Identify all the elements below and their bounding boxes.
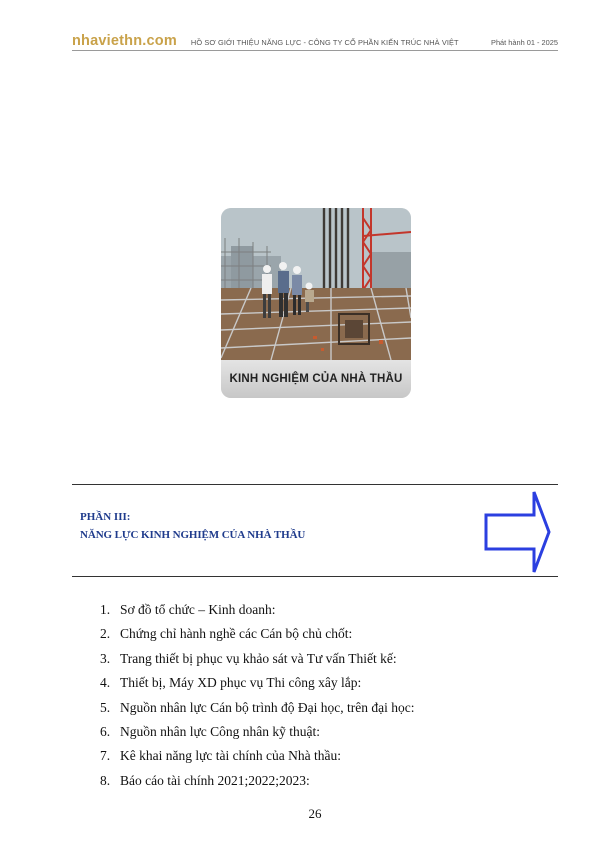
photo-caption: KINH NGHIỆM CỦA NHÀ THẦU (221, 360, 411, 398)
contents-list (100, 598, 415, 793)
list-item: 3. Trang thiết bị phục vụ khảo sát và Tư vấn Thiết kế: (100, 650, 397, 666)
list-item: 2. Chứng chỉ hành nghề các Cán bộ chủ chốt: (100, 626, 353, 642)
list-item: 6. Nguồn nhân lực Công nhân kỹ thuật: (100, 724, 321, 740)
part-label: PHẦN III: (80, 511, 131, 523)
section-bottom-rule (72, 576, 558, 577)
page-number: 26 (308, 806, 322, 821)
section-heading-box (72, 484, 558, 578)
list-item: 8. Báo cáo tài chính 2021;2022;2023: (100, 772, 310, 788)
list-item: 4. Thiết bị, Máy XD phục vụ Thi công xây lắp: (100, 675, 362, 691)
brand-logo[interactable]: nhaviethn.com (72, 32, 177, 49)
part-title: NĂNG LỰC KINH NGHIỆM CỦA NHÀ THẦU (80, 529, 306, 541)
construction-photo-card (221, 208, 411, 398)
document-title: HỒ SƠ GIỚI THIỆU NĂNG LỰC - CÔNG TY CỔ PHẦN KIẾN TRÚC NHÀ VIỆT (190, 37, 459, 47)
section-top-rule (72, 484, 558, 485)
list-item: 7. Kê khai năng lực tài chính của Nhà thầu: (100, 748, 341, 764)
page-header (72, 26, 558, 51)
list-item: 1. Sơ đồ tổ chức – Kinh doanh: (100, 602, 276, 617)
right-arrow-icon (484, 489, 552, 575)
list-item: 5. Nguồn nhân lực Cán bộ trình độ Đại học, trên đại học: (100, 699, 415, 715)
issue-date: Phát hành 01 - 2025 (491, 37, 558, 47)
